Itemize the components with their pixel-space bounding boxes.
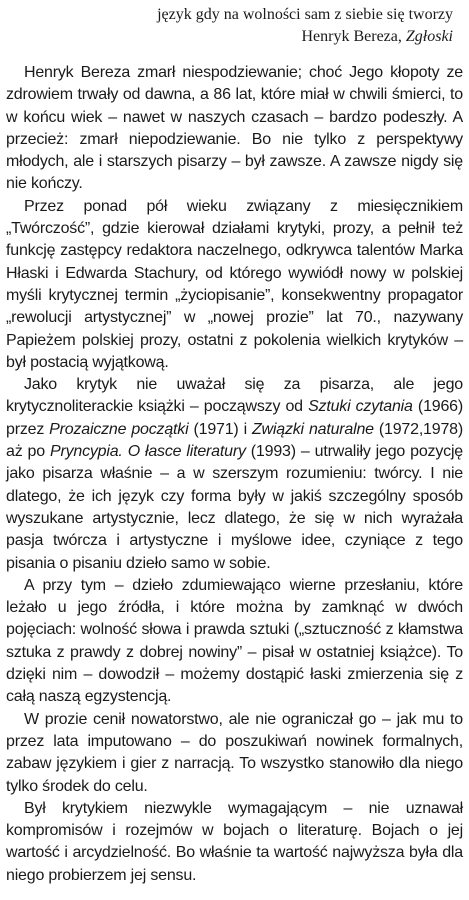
paragraph [6,798,463,887]
paragraph [6,62,463,196]
epigraph-work: Zgłoski [405,28,453,45]
paragraph-text: Przez ponad pół wieku związany z miesięcznikiem „Twórczość”, gdzie kierował działami krytyki, prozy, a pełnił też funkcję zastępcy redaktora naczelnego, odkrywca talentów Marka Hłaski i Edwarda Stachury, od którego wywiódł nowy w polskiej myśli krytycznej termin „życiopisanie”, konsekwentny propagator „rewolucji artystycznej” w „nowej prozie” lat 70., nazywany Papieżem polskiej prozy, ostatni z pokolenia wielkich krytyków – był postacią wyjątkową. [6,197,463,371]
paragraph-text: (1971) i [188,420,252,438]
paragraph [6,709,463,798]
paragraph [6,374,463,575]
epigraph-attribution [157,26,453,48]
paragraph-text: W prozie cenił nowatorstwo, ale nie ograniczał go – jak mu to przez lata imputowano – do poszukiwań nowinek formalnych, zabaw językiem i gier z narracją. To wszystko stanowiło dla niego tylko środek do celu. [6,710,463,795]
book-title: Sztuki czytania [308,398,413,416]
epigraph-author: Henryk Bereza, [301,28,406,45]
article-body [6,62,463,887]
epigraph [157,4,453,48]
paragraph-text: (1972,1978) aż po [6,420,463,461]
paragraph-text: (1966) przez [6,398,463,438]
book-title: Związki naturalne [251,420,374,438]
book-title: Prozaiczne początki [49,420,189,438]
book-title: Pryncypia. O łasce literatury [49,443,246,461]
paragraph-text: Jako krytyk nie uważał się za pisarza, ale jego krytycznoliterackie książki – począwszy od [6,376,463,416]
paragraph-text: Był krytykiem niezwykle wymagającym – nie uznawał kompromisów i rozejmów w bojach o literaturę. Bojach o jej wartość i arcydzielność. Bo właśnie ta wartość najwyższa była dla niego probierzem jej sensu. [6,799,463,884]
paragraph-text: Henryk Bereza zmarł niespodziewanie; choć Jego kłopoty ze zdrowiem trwały od dawna, a 86 lat, które miał w chwili śmierci, to w końcu wiek – nawet w naszych czasach – bardzo podeszły. A przecież: zmarł niepodziewanie. Bo nie tylko z perspektywy młodych, ale i starszych pisarzy – był zawsze. A zawsze nigdy się nie kończy. [6,64,463,193]
paragraph [6,575,463,709]
paragraph-text: A przy tym – dzieło zdumiewająco wierne przesłaniu, które leżało u jego źródła, i które można by zamknąć w dwóch pojęciach: wolność słowa i prawda sztuki („sztuczność z kłamstwa sztuka z prawdy z dobrej nowiny” – pisał w ostatniej książce). To dzięki nim – dowodził – możemy dostąpić łaski zmierzenia się z całą naszą egzystencją. [6,576,463,706]
epigraph-quote: język gdy na wolności sam z siebie się tworzy [157,6,453,23]
paragraph-text: (1993) – utrwaliły jego pozycję jako pisarza właśnie – a w szerszym rozumieniu: twórcy. I nie dlatego, że ich język czy forma były w jakiś szczególny sposób wyszukane artystycznie, lecz dlatego, że się w nich wyrażała pasja twórcza i artystyczne i myślowe idee, czyniące z tego pisania o pisaniu dzieło samo w sobie. [6,443,464,572]
paragraph [6,196,463,374]
